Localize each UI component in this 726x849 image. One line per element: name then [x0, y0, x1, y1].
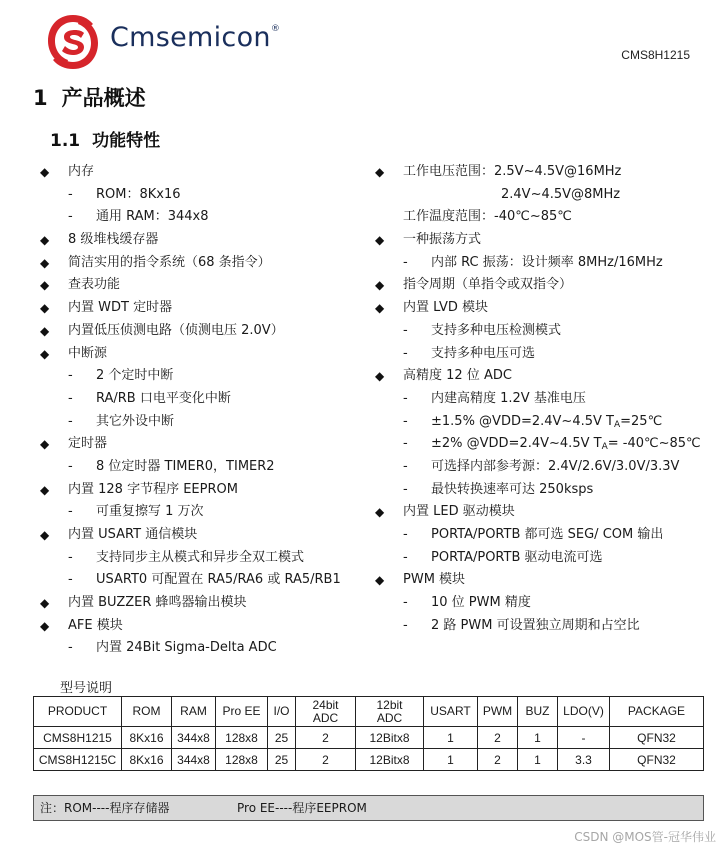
feature-row: [40, 615, 370, 638]
sub-dash: -: [403, 458, 408, 474]
header-line: 12bit: [376, 697, 403, 712]
sub-dash: -: [403, 413, 408, 429]
feature-text: PORTA/PORTB 都可选 SEG/ COM 输出: [431, 527, 664, 542]
feature-text: 可选择内部参考源：2.4V/2.6V/3.0V/3.3V: [431, 458, 680, 474]
feature-text: 支持同步主从模式和异步全双工模式: [96, 549, 305, 565]
note-rom: 注：ROM----程序存储器: [40, 801, 170, 815]
table-header-cell: [356, 697, 424, 727]
feature-text: 内置 128 字节程序 EEPROM: [68, 481, 238, 497]
bullet-diamond-icon: ◆: [40, 323, 50, 338]
section-heading: [33, 82, 146, 112]
header-line: ADC: [312, 710, 339, 725]
feature-row: [375, 297, 720, 320]
feature-row: [375, 547, 720, 570]
feature-row: [40, 229, 370, 252]
feature-text-pre: ±1.5% @VDD=2.4V~4.5V T: [431, 413, 614, 429]
document-code: CMS8H1215: [621, 48, 690, 62]
feature-row: [40, 411, 370, 434]
feature-text: 可重复擦写 1 万次: [96, 504, 204, 520]
sub-dash: -: [403, 595, 408, 611]
feature-row: [375, 229, 720, 252]
feature-text-subscript: A: [601, 442, 608, 453]
header-line: BUZ: [525, 704, 550, 718]
feature-row: [40, 206, 370, 229]
feature-row: [40, 365, 370, 388]
feature-text: 中断源: [68, 345, 108, 361]
feature-row: [40, 320, 370, 343]
feature-row: [375, 569, 720, 592]
table-cell: 8Kx16: [122, 749, 172, 771]
feature-row: [375, 411, 720, 434]
bullet-diamond-icon: ◆: [375, 573, 385, 588]
table-cell: 2: [296, 727, 356, 749]
feature-text: 简洁实用的指令系统（68 条指令）: [68, 254, 271, 270]
feature-text: 通用 RAM：344x8: [96, 209, 209, 225]
feature-text: 其它外设中断: [96, 413, 175, 429]
model-table-title: 型号说明: [60, 681, 113, 696]
bullet-diamond-icon: ◆: [375, 233, 385, 248]
table-header-cell: [518, 697, 558, 727]
sub-dash: -: [68, 549, 73, 565]
sub-dash: -: [68, 458, 73, 474]
bullet-diamond-icon: ◆: [40, 233, 50, 248]
feature-row: [375, 343, 720, 366]
sub-dash: -: [403, 549, 408, 565]
sub-dash: -: [68, 209, 73, 225]
sub-dash: -: [403, 254, 408, 270]
feature-text: 查表功能: [68, 277, 121, 293]
feature-row: [40, 161, 370, 184]
feature-text: RA/RB 口电平变化中断: [96, 390, 231, 406]
feature-text: 2.4V~4.5V@8MHz: [501, 186, 621, 202]
table-cell: 25: [268, 727, 296, 749]
feature-row: [375, 524, 720, 547]
subsection-title: 功能特性: [92, 131, 161, 151]
bullet-diamond-icon: ◆: [375, 505, 385, 520]
feature-text: 2 个定时中断: [96, 368, 174, 384]
feature-row: [40, 456, 370, 479]
sub-dash: -: [403, 481, 408, 497]
subsection-heading: [50, 126, 160, 151]
table-header-cell: [296, 697, 356, 727]
model-spec-table: [33, 696, 704, 771]
feature-row: [375, 206, 720, 229]
bullet-diamond-icon: ◆: [375, 369, 385, 384]
sub-dash: -: [403, 322, 408, 338]
feature-row: [40, 388, 370, 411]
table-header-cell: [478, 697, 518, 727]
feature-row: [40, 524, 370, 547]
table-cell: 1: [424, 749, 478, 771]
feature-text: 10 位 PWM 精度: [431, 595, 531, 611]
feature-text: 高精度 12 位 ADC: [403, 368, 512, 384]
subsection-number: 1.1: [50, 131, 81, 151]
note-bar: [33, 795, 704, 821]
table-cell: QFN32: [610, 749, 704, 771]
feature-text: 支持多种电压检测模式: [431, 322, 562, 338]
sub-dash: -: [68, 413, 73, 429]
watermark: CSDN @MOS管-冠华伟业: [574, 830, 716, 844]
bullet-diamond-icon: ◆: [40, 482, 50, 497]
feature-row: [40, 592, 370, 615]
table-header-cell: [216, 697, 268, 727]
feature-text: 2 路 PWM 可设置独立周期和占空比: [431, 617, 640, 633]
feature-text: USART0 可配置在 RA5/RA6 或 RA5/RB1: [96, 572, 341, 588]
feature-text: 工作电压范围：2.5V~4.5V@16MHz: [403, 164, 622, 179]
table-header-cell: [122, 697, 172, 727]
feature-text: 内建高精度 1.2V 基准电压: [431, 390, 586, 406]
cmsemicon-logo-icon: [44, 13, 102, 71]
table-cell: 2: [478, 727, 518, 749]
feature-text: 最快转换速率可达 250ksps: [431, 481, 594, 497]
feature-text: 一种振荡方式: [403, 232, 482, 248]
feature-row: [375, 274, 720, 297]
feature-text: 8 位定时器 TIMER0，TIMER2: [96, 458, 275, 474]
bullet-diamond-icon: ◆: [375, 165, 385, 179]
feature-text-post: =25℃: [620, 413, 663, 429]
feature-text: 内部 RC 振荡：设计频率 8MHz/16MHz: [431, 254, 663, 270]
feature-row: [40, 297, 370, 320]
header-line: LDO(V): [563, 704, 604, 718]
table-cell: 8Kx16: [122, 727, 172, 749]
table-cell: 1: [518, 727, 558, 749]
header-line: ADC: [376, 710, 403, 725]
feature-row: [375, 615, 720, 638]
feature-row: [375, 365, 720, 388]
feature-row: [40, 479, 370, 502]
table-cell: 25: [268, 749, 296, 771]
table-cell: -: [558, 727, 610, 749]
table-cell: 2: [296, 749, 356, 771]
table-header-cell: [610, 697, 704, 727]
feature-row: [375, 501, 720, 524]
table-header-row: [34, 697, 704, 727]
table-cell: 344x8: [172, 727, 216, 749]
bullet-diamond-icon: ◆: [40, 255, 50, 270]
table-cell: 344x8: [172, 749, 216, 771]
table-cell: 2: [478, 749, 518, 771]
table-cell: 128x8: [216, 727, 268, 749]
feature-text: 内存: [68, 164, 95, 179]
feature-row: [40, 637, 370, 660]
feature-text: 内置 24Bit Sigma-Delta ADC: [96, 640, 277, 656]
note-pro-ee: Pro EE----程序EEPROM: [237, 801, 367, 815]
feature-text: 内置 WDT 定时器: [68, 300, 173, 316]
bullet-diamond-icon: ◆: [40, 528, 50, 542]
feature-text: 内置低压侦测电路（侦测电压 2.0V）: [68, 322, 284, 338]
table-header-cell: [558, 697, 610, 727]
sub-dash: -: [68, 186, 73, 202]
header-line: PRODUCT: [47, 704, 108, 718]
sub-dash: -: [403, 436, 408, 452]
feature-text-pre: ±2% @VDD=2.4V~4.5V T: [431, 436, 602, 452]
features-right-column: [375, 161, 720, 637]
bullet-diamond-icon: ◆: [40, 278, 50, 293]
feature-row: [375, 161, 720, 184]
header-line: ROM: [132, 704, 161, 718]
section-title: 产品概述: [61, 86, 146, 110]
bullet-diamond-icon: ◆: [40, 618, 50, 633]
sub-dash: -: [403, 390, 408, 406]
feature-row: [40, 433, 370, 456]
feature-text: 内置 LED 驱动模块: [403, 504, 515, 520]
feature-text: AFE 模块: [68, 617, 123, 633]
feature-text-subscript: A: [613, 419, 621, 430]
feature-row: [375, 433, 720, 456]
feature-row: [375, 320, 720, 343]
header-line: I/O: [273, 704, 290, 718]
sub-dash: -: [68, 572, 73, 588]
feature-row: [40, 184, 370, 207]
table-header-cell: [268, 697, 296, 727]
sub-dash: -: [68, 390, 73, 406]
table-cell: CMS8H1215C: [34, 749, 122, 771]
feature-row: [40, 252, 370, 275]
sub-dash: -: [403, 617, 408, 633]
table-row: [34, 749, 704, 771]
table-header-cell: [424, 697, 478, 727]
sub-dash: -: [68, 504, 73, 520]
feature-row: [40, 343, 370, 366]
sub-dash: -: [68, 640, 73, 656]
bullet-diamond-icon: ◆: [40, 346, 50, 361]
feature-row: [40, 547, 370, 570]
feature-text: PORTA/PORTB 驱动电流可选: [431, 549, 603, 565]
bullet-diamond-icon: ◆: [375, 301, 385, 316]
feature-row: [375, 388, 720, 411]
feature-text: 8 级堆栈缓存器: [68, 232, 159, 248]
feature-text: 定时器: [68, 436, 108, 452]
header-line: PWM: [482, 704, 513, 718]
table-cell: QFN32: [610, 727, 704, 749]
features-left-column: [40, 161, 370, 660]
feature-text-post: = -40℃~85℃: [607, 436, 701, 452]
table-cell: 1: [424, 727, 478, 749]
table-row: [34, 727, 704, 749]
sub-dash: -: [403, 527, 408, 542]
bullet-diamond-icon: ◆: [40, 301, 50, 316]
feature-row: [375, 479, 720, 502]
page-header: [0, 0, 726, 72]
table-header-cell: [34, 697, 122, 727]
header-line: Pro EE: [222, 704, 261, 718]
feature-row: [375, 456, 720, 479]
feature-text: 内置 USART 通信模块: [68, 527, 198, 542]
header-line: RAM: [180, 704, 207, 718]
feature-text: 工作温度范围：-40℃~85℃: [403, 209, 572, 225]
header-line: USART: [430, 704, 471, 718]
feature-text: ROM：8Kx16: [96, 186, 181, 202]
feature-row: [40, 274, 370, 297]
bullet-diamond-icon: ◆: [40, 437, 50, 452]
header-line: 24bit: [312, 697, 339, 712]
feature-row: [40, 501, 370, 524]
table-cell: 3.3: [558, 749, 610, 771]
table-header-cell: [172, 697, 216, 727]
sub-dash: -: [403, 345, 408, 361]
feature-text: PWM 模块: [403, 572, 466, 588]
bullet-diamond-icon: ◆: [375, 278, 385, 293]
brand-name: Cmsemicon®: [110, 22, 281, 53]
feature-text: 内置 LVD 模块: [403, 300, 488, 316]
table-cell: CMS8H1215: [34, 727, 122, 749]
table-cell: 12Bitx8: [356, 749, 424, 771]
feature-text: 内置 BUZZER 蜂鸣器输出模块: [68, 595, 247, 611]
feature-row: [375, 252, 720, 275]
feature-text: 支持多种电压可选: [431, 345, 536, 361]
table-cell: 128x8: [216, 749, 268, 771]
bullet-diamond-icon: ◆: [40, 165, 50, 179]
header-line: PACKAGE: [627, 704, 686, 718]
table-cell: 12Bitx8: [356, 727, 424, 749]
sub-dash: -: [68, 368, 73, 384]
section-number: 1: [33, 86, 48, 110]
bullet-diamond-icon: ◆: [40, 596, 50, 611]
table-cell: 1: [518, 749, 558, 771]
feature-row: [375, 592, 720, 615]
feature-row: [375, 184, 720, 207]
feature-text: 指令周期（单指令或双指令）: [403, 277, 573, 293]
feature-row: [40, 569, 370, 592]
